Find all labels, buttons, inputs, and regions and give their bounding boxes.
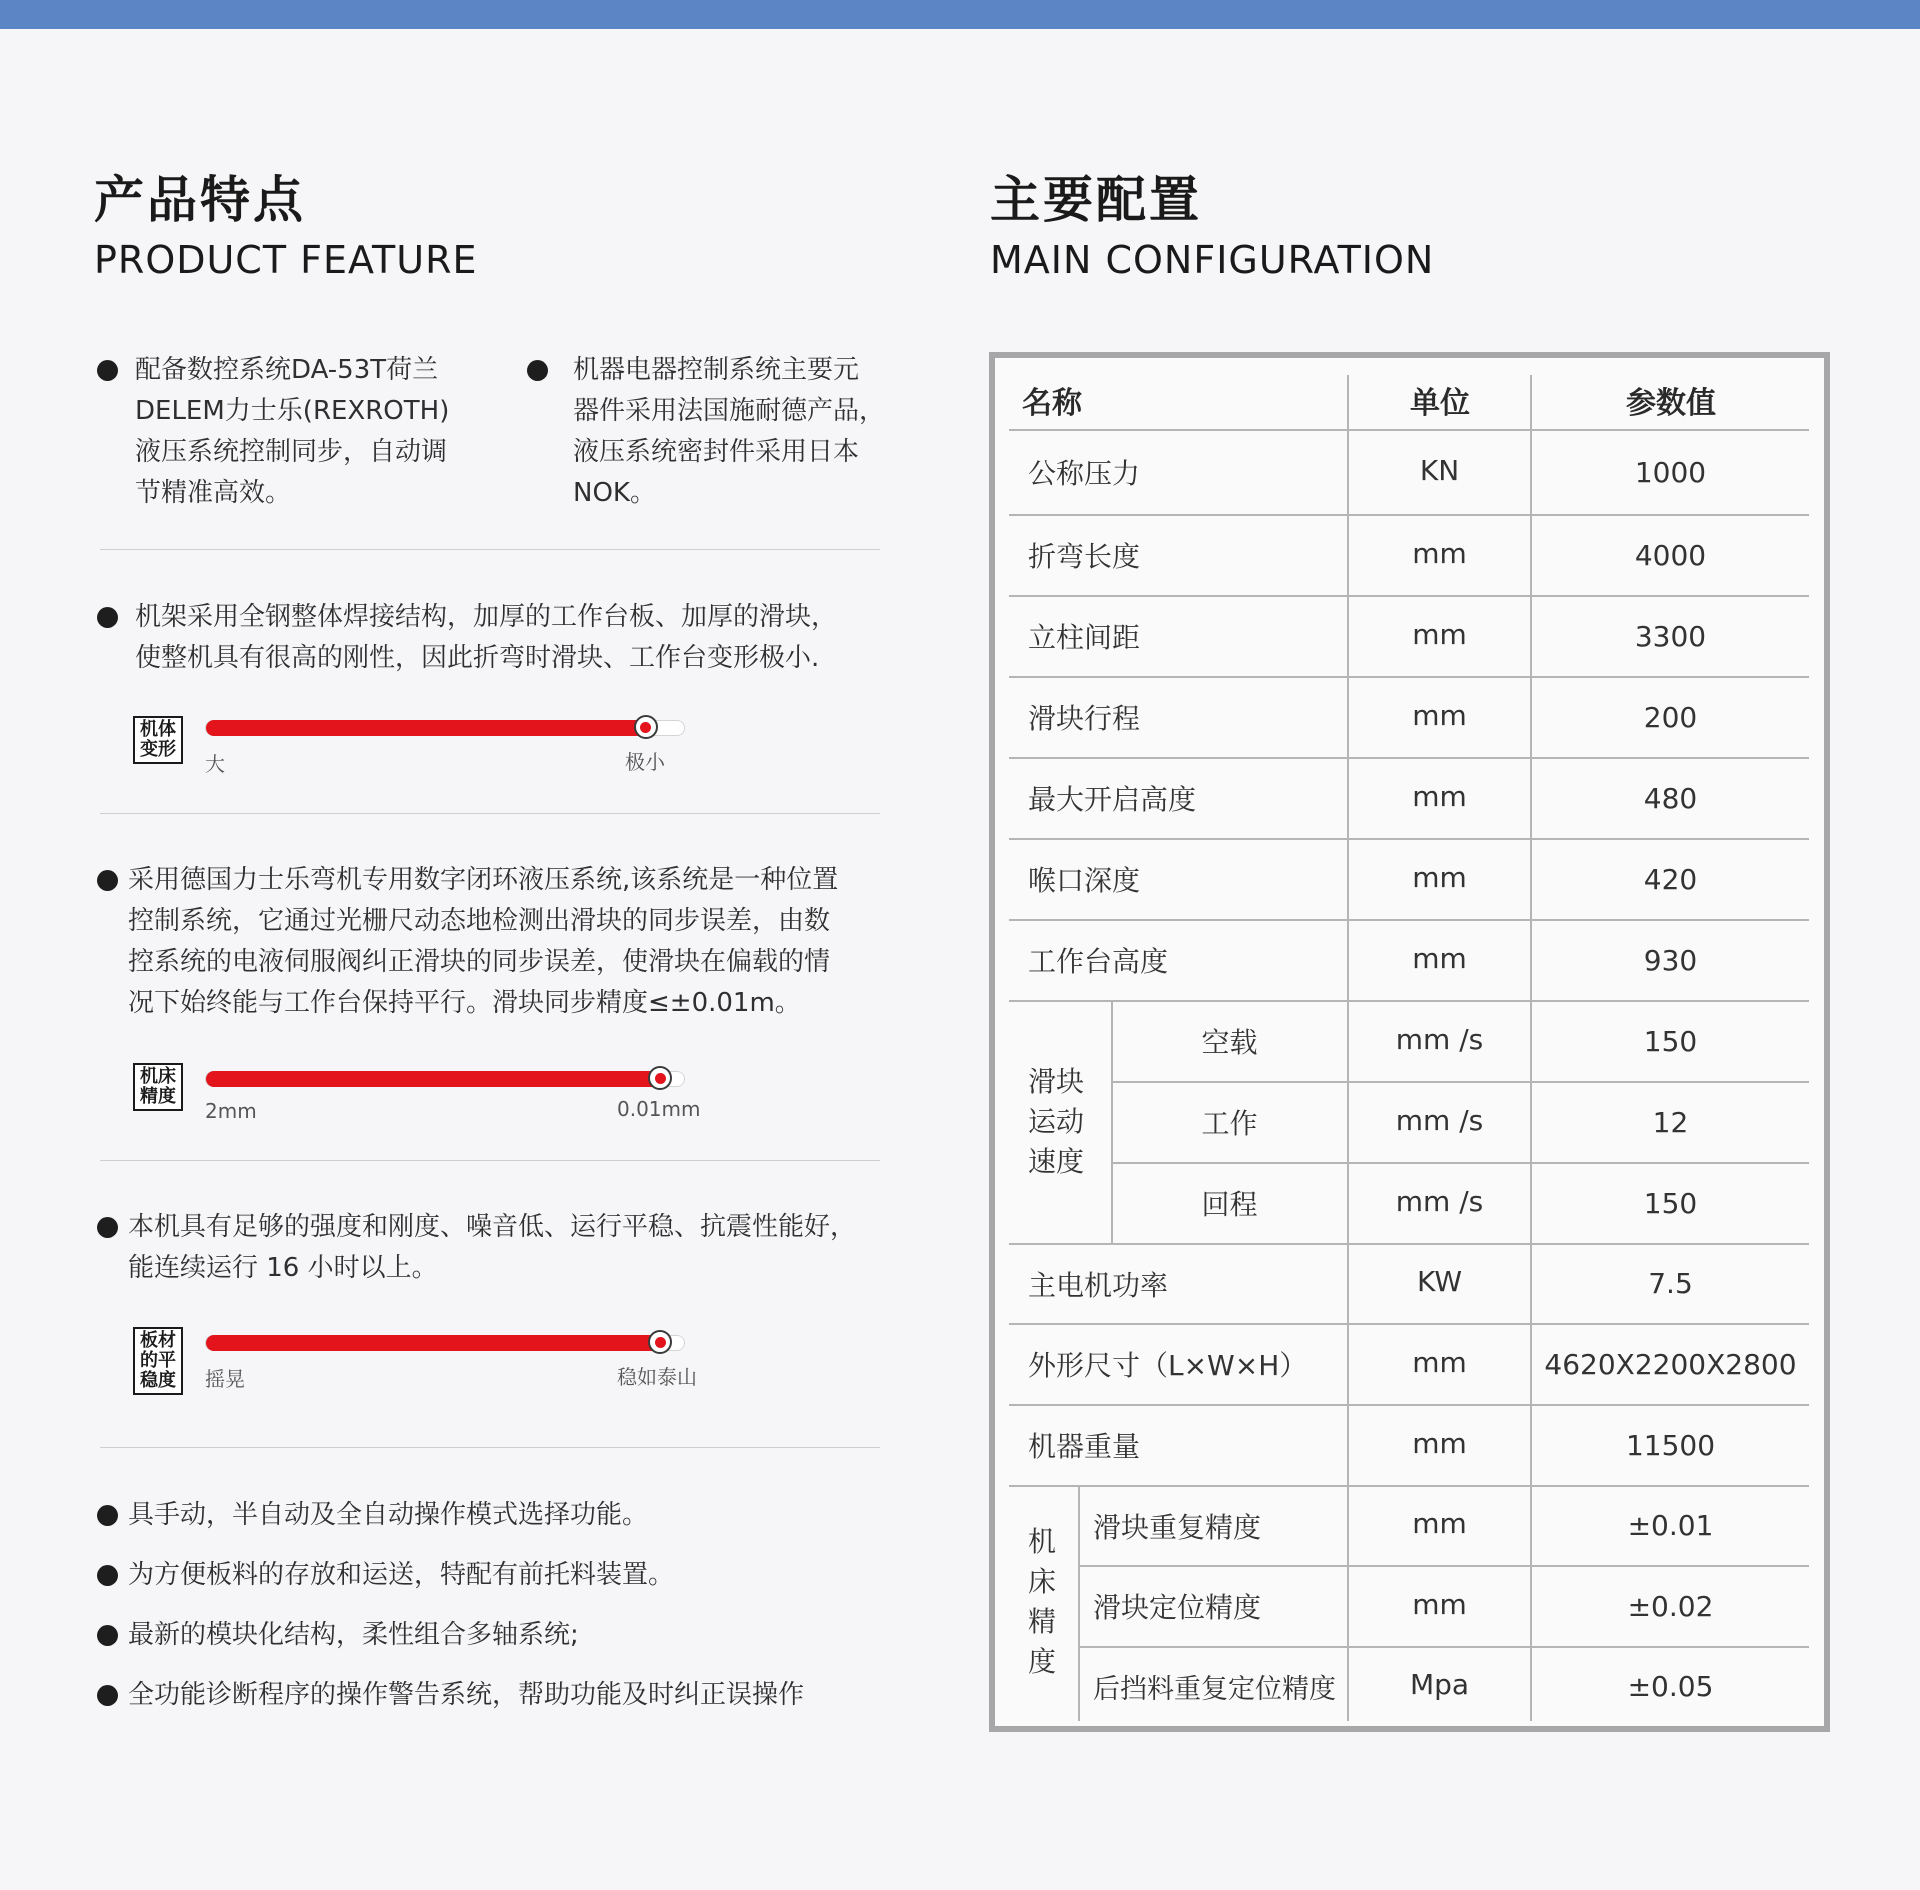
feature-5-line: 本机具有足够的强度和刚度、噪音低、运行平稳、抗震性能好， (128, 1212, 857, 1242)
list-item: 全功能诊断程序的操作警告系统，帮助功能及时纠正误操作 (128, 1680, 805, 1710)
row-value: 1000 (1634, 455, 1707, 489)
feature-4-line: 况下始终能与工作台保持平行。滑块同步精度≤±0.01m。 (128, 988, 801, 1018)
feature-1-line: 节精准高效。 (135, 478, 292, 508)
row-unit: mm (1412, 1587, 1467, 1621)
row-unit: mm (1412, 1345, 1467, 1379)
row-name: 主电机功率 (1028, 1268, 1169, 1302)
top-accent-bar (0, 0, 1920, 29)
slider-max-label: 极小 (625, 750, 665, 774)
badge-line: 机体 (140, 719, 176, 740)
sheet-stability-slider (205, 1335, 685, 1351)
slider-knob (634, 715, 658, 739)
row-unit: mm /s (1395, 1103, 1484, 1137)
row-unit: mm (1412, 941, 1467, 975)
slider-knob (648, 1330, 672, 1354)
machine-precision-badge (133, 1063, 183, 1111)
row-name: 喉口深度 (1028, 864, 1141, 897)
table-line (1078, 1485, 1080, 1721)
bullet-icon (97, 1217, 118, 1238)
row-value: ±0.01 (1627, 1509, 1714, 1542)
slider-min-label: 2mm (205, 1099, 257, 1123)
feature-3 (135, 597, 915, 679)
list-item: 具手动，半自动及全自动操作模式选择功能。 (128, 1500, 649, 1530)
slider-fill (206, 1335, 660, 1351)
badge-line: 机床 (140, 1066, 176, 1087)
list-item: 为方便板料的存放和运送，特配有前托料装置。 (128, 1560, 675, 1590)
row-name: 机器重量 (1028, 1430, 1141, 1463)
slider-knob (648, 1066, 672, 1090)
row-unit: mm (1412, 1507, 1467, 1540)
bullet-icon (97, 870, 118, 891)
slider-min-label: 大 (205, 752, 225, 776)
divider (100, 813, 880, 814)
divider (100, 1447, 880, 1448)
group-label-line: 精 (1028, 1605, 1057, 1638)
bullet-icon (97, 1505, 118, 1526)
feature-2 (573, 350, 913, 514)
badge-line: 精度 (140, 1086, 176, 1107)
row-unit: mm (1412, 617, 1467, 651)
row-name: 折弯长度 (1028, 540, 1141, 573)
machine-precision-slider (205, 1071, 685, 1087)
slider-fill (206, 720, 646, 736)
feature-4 (128, 860, 928, 1024)
row-unit: mm (1412, 1426, 1467, 1460)
row-unit: mm /s (1395, 1184, 1484, 1218)
slider-fill (206, 1071, 660, 1087)
row-value: 420 (1643, 862, 1698, 896)
row-value: 930 (1643, 943, 1698, 977)
list-item: 最新的模块化结构，柔性组合多轴系统; (128, 1620, 579, 1650)
row-unit: KW (1416, 1265, 1463, 1298)
row-value: 480 (1643, 781, 1698, 815)
frame-deformation-badge (133, 716, 183, 764)
group-label-line: 度 (1028, 1645, 1057, 1678)
feature-1-line: DELEM力士乐(REXROTH) (135, 396, 450, 426)
group-label-line: 运动 (1028, 1105, 1085, 1138)
feature-4-line: 控系统的电液伺服阀纠正滑块的同步误差，使滑块在偏载的情 (128, 947, 831, 977)
row-value: 150 (1643, 1186, 1698, 1220)
row-value: 4000 (1634, 538, 1707, 572)
speed-group-label (1028, 1062, 1084, 1182)
row-name: 工作 (1201, 1107, 1258, 1140)
row-unit: mm (1412, 698, 1467, 732)
config-title-cn: 主要配置 (990, 171, 1202, 229)
bullet-icon (97, 1565, 118, 1586)
row-name: 公称压力 (1028, 457, 1141, 490)
precision-group-label (1028, 1522, 1056, 1682)
row-value: 7.5 (1648, 1267, 1693, 1300)
bullet-icon (527, 360, 548, 381)
row-name: 滑块重复精度 (1093, 1510, 1262, 1544)
feature-title-en: PRODUCT FEATURE (94, 238, 478, 282)
slider-min-label: 摇晃 (205, 1367, 245, 1391)
row-value: 150 (1643, 1024, 1698, 1058)
slider-max-label: 0.01mm (617, 1097, 701, 1121)
row-value: 11500 (1625, 1428, 1716, 1462)
feature-4-line: 控制系统，它通过光栅尺动态地检测出滑块的同步误差，由数 (128, 906, 831, 936)
row-value: 4620X2200X2800 (1544, 1347, 1797, 1381)
feature-1 (135, 350, 495, 514)
row-unit: mm (1412, 536, 1467, 570)
feature-1-line: 液压系统控制同步，自动调 (135, 437, 448, 467)
feature-3-line: 机架采用全钢整体焊接结构，加厚的工作台板、加厚的滑块， (135, 602, 838, 632)
bullet-icon (97, 1625, 118, 1646)
row-unit: mm (1412, 860, 1467, 894)
group-label-line: 床 (1028, 1565, 1057, 1598)
row-unit: mm (1412, 779, 1467, 813)
divider (100, 1160, 880, 1161)
row-name: 回程 (1201, 1188, 1258, 1221)
row-name: 滑块定位精度 (1093, 1591, 1262, 1624)
feature-2-line: 机器电器控制系统主要元 (573, 355, 860, 385)
feature-5 (128, 1207, 928, 1289)
badge-line: 变形 (140, 739, 176, 760)
row-value: 12 (1652, 1105, 1689, 1139)
row-unit: Mpa (1409, 1667, 1470, 1701)
feature-4-line: 采用德国力士乐弯机专用数字闭环液压系统,该系统是一种位置 (128, 865, 839, 895)
bullet-icon (97, 360, 118, 381)
feature-2-line: 器件采用法国施耐德产品， (573, 396, 886, 426)
badge-line: 的平 (140, 1350, 176, 1371)
group-label-line: 机 (1028, 1525, 1057, 1558)
divider (100, 549, 880, 550)
feature-title-cn: 产品特点 (94, 171, 306, 229)
row-value: ±0.05 (1627, 1669, 1714, 1703)
sheet-stability-badge (133, 1327, 183, 1395)
group-label-line: 滑块 (1028, 1065, 1085, 1098)
header-name: 名称 (1022, 386, 1082, 421)
row-name: 立柱间距 (1028, 621, 1141, 654)
row-name: 滑块行程 (1028, 702, 1141, 735)
feature-2-line: NOK。 (573, 478, 656, 508)
config-title-en: MAIN CONFIGURATION (990, 238, 1435, 282)
feature-2-line: 液压系统密封件采用日本 (573, 437, 860, 467)
bullet-icon (97, 1685, 118, 1706)
header-value: 参数值 (1626, 386, 1716, 421)
row-value: 200 (1643, 700, 1698, 734)
badge-line: 稳度 (140, 1370, 176, 1391)
row-value: 3300 (1634, 619, 1707, 653)
row-unit: mm /s (1395, 1022, 1484, 1056)
row-name: 工作台高度 (1028, 945, 1169, 978)
header-unit: 单位 (1410, 386, 1470, 421)
bullet-icon (97, 607, 118, 628)
frame-deformation-slider (205, 720, 685, 736)
feature-5-line: 能连续运行 16 小时以上。 (128, 1253, 438, 1283)
row-name: 空载 (1201, 1026, 1258, 1059)
row-name: 后挡料重复定位精度 (1093, 1673, 1336, 1705)
row-value: ±0.02 (1627, 1589, 1714, 1623)
row-name: 外形尺寸（L×W×H） (1028, 1349, 1308, 1382)
group-label-line: 速度 (1028, 1145, 1085, 1178)
row-unit: KN (1419, 453, 1460, 487)
badge-line: 板材 (140, 1330, 176, 1351)
feature-1-line: 配备数控系统DA-53T荷兰 (135, 355, 439, 385)
feature-3-line: 使整机具有很高的刚性，因此折弯时滑块、工作台变形极小. (135, 643, 820, 673)
row-name: 最大开启高度 (1028, 783, 1197, 816)
slider-max-label: 稳如泰山 (617, 1365, 697, 1389)
